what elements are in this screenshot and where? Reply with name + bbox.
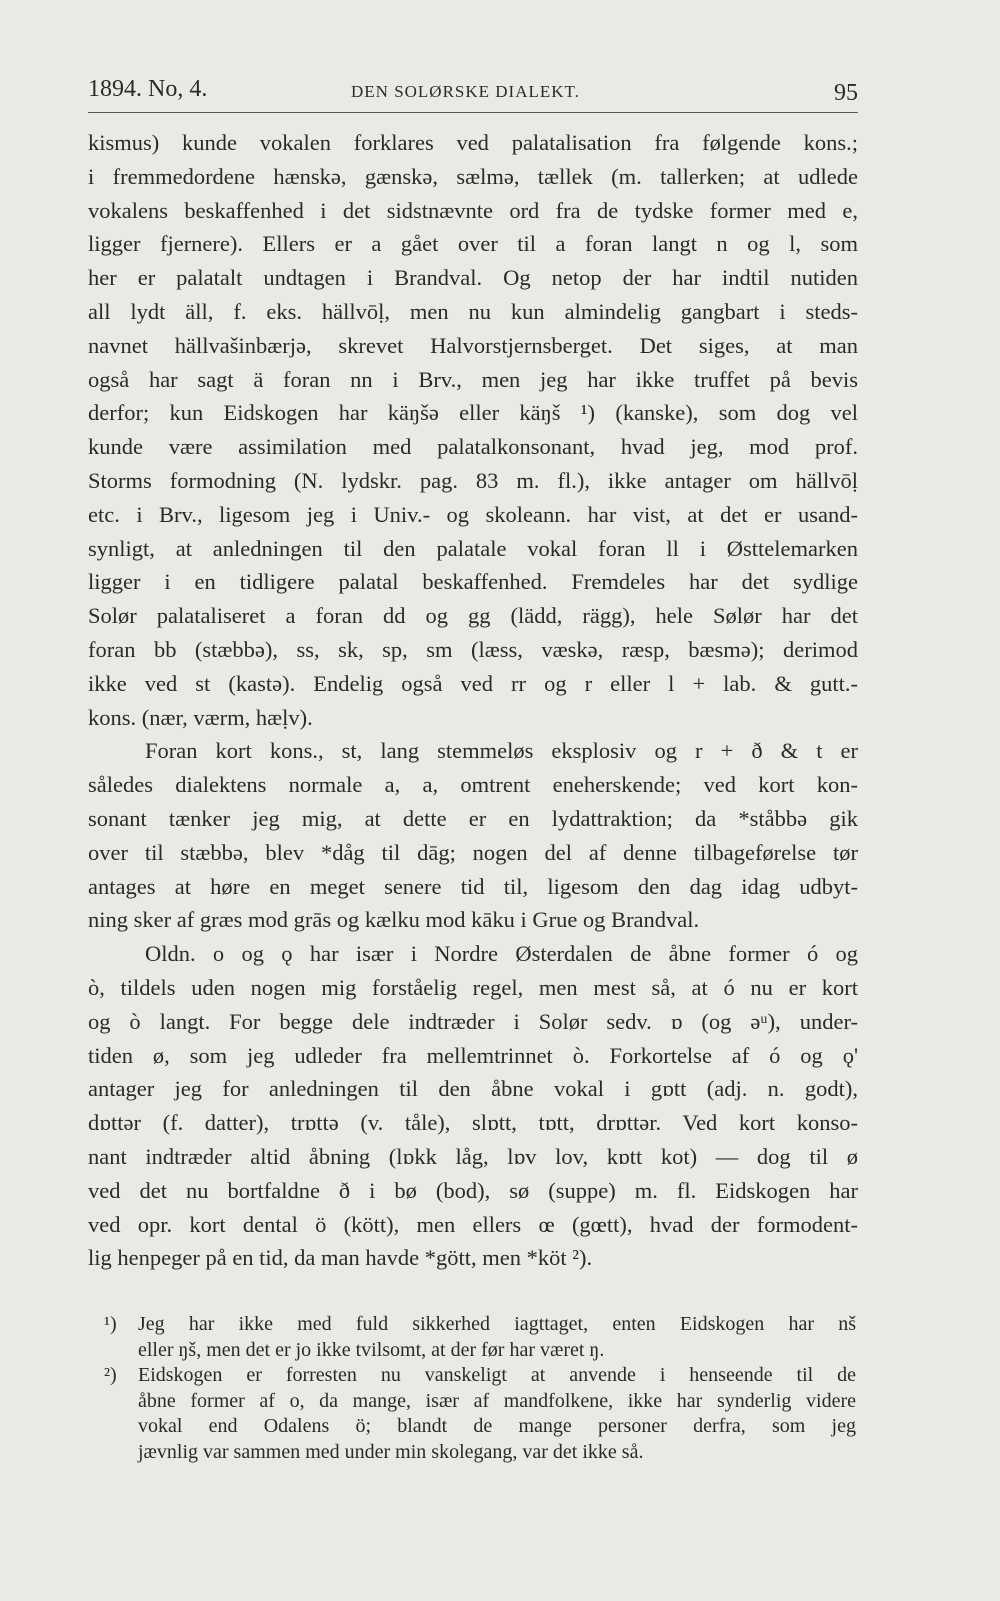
text-line: sonant tænker jeg mig, at dette er en lydattraktion; da *ståbbə gik [88, 805, 858, 831]
text-line: ligger fjernere). Ellers er a gået over til a foran langt n og l, som [88, 231, 858, 257]
footnote-1-line: eller ŋš, men det er jo ikke tvilsomt, at der før har været ŋ. [138, 1338, 605, 1361]
text-line: over til stæbbə, blev *dåg til dāg; nogen del af denne tilbageførelse tør [88, 839, 858, 865]
text-line: Foran kort kons., st, lang stemmeløs eksplosiv og r + ð & t er [145, 738, 858, 764]
text-line: og ò langt. For begge dele indtræder i Solør sedv. ɒ (og əᵘ), under- [88, 1008, 858, 1034]
text-line: Storms formodning (N. lydskr. pag. 83 m. fl.), ikke antager om hällvōḷ [88, 467, 858, 493]
running-title: DEN SOLØRSKE DIALEKT. [351, 82, 580, 101]
text-line: ò, tildels uden nogen mig forståelig regel, men mest så, at ó nu er kort [88, 974, 858, 1000]
text-line: kons. (nær, værm, hæḷv). [88, 704, 313, 730]
running-head [88, 72, 858, 112]
footnotes [104, 1312, 856, 1465]
text-line: her er palatalt undtagen i Brandval. Og netop der har indtil nutiden [88, 265, 858, 291]
footnote-marker: ²) [104, 1364, 117, 1386]
text-line: kunde være assimilation med palatalkonsonant, hvad jeg, mod prof. [88, 434, 858, 460]
text-line: Oldn. o og ǫ har især i Nordre Østerdalen de åbne former ó og [145, 941, 858, 967]
text-line: derfor; kun Eidskogen har käŋšə eller käŋš ¹) (kanske), som dog vel [88, 400, 858, 426]
text-line: ligger i en tidligere palatal beskaffenhed. Fremdeles har det sydlige [88, 569, 858, 595]
text-line: etc. i Brv., ligesom jeg i Univ.- og skoleann. har vist, at det er usand- [88, 501, 858, 527]
text-line: tiden ø, som jeg udleder fra mellemtrinnet ò. Forkortelse af ó og ǫ' [88, 1042, 858, 1068]
footnote-2-line: åbne former af o, da mange, især af mandfolkene, ikke har synderlig videre [138, 1389, 856, 1412]
issue-label: 1894. No, 4. [88, 76, 208, 102]
footnote-2-line [104, 1363, 856, 1389]
footnote-marker: ¹) [104, 1313, 117, 1335]
text-line: antages at høre en meget senere tid til, ligesom den dag idag udbyt- [88, 873, 858, 899]
text-line: nant indtræder altid åbning (lɒkk låg, lɒv lov, kɒtt kot) — dog til ø [88, 1143, 858, 1169]
header-rule [88, 112, 858, 113]
text-line: foran bb (stæbbə), ss, sk, sp, sm (læss, væskə, ræsp, bæsmə); derimod [88, 636, 858, 662]
text-line: ved opr. kort dental ö (kött), men ellers œ (gœtt), hvad der formodent- [88, 1211, 858, 1237]
footnote-2-line: vokal end Odalens ö; blandt de mange personer derfra, som jeg [138, 1415, 856, 1437]
text-line: kismus) kunde vokalen forklares ved palatalisation fra følgende kons.; [88, 130, 858, 155]
text-line: synligt, at anledningen til den palatale vokal foran ll i Østtelemarken [88, 535, 858, 561]
text-line: navnet hällvašinbærjə, skrevet Halvorstjernsberget. Det siges, at man [88, 332, 858, 358]
text-line: vokalens beskaffenhed i det sidstnævnte ord fra de tydske former med e, [88, 197, 858, 223]
footnote-text: Jeg har ikke med fuld sikkerhed iagttaget, enten Eidskogen har nš [138, 1313, 856, 1335]
page-number: 95 [834, 80, 858, 106]
text-line: også har sagt ä foran nn i Brv., men jeg har ikke truffet på bevis [88, 366, 858, 392]
text-line: Solør palataliseret a foran dd og gg (lädd, rägg), hele Sølør har det [88, 603, 858, 629]
text-line: lig henpeger på en tid, da man havde *gött, men *köt ²). [88, 1245, 593, 1271]
text-line: ikke ved st (kastə). Endelig også ved rr og r eller l + lab. & gutt.- [88, 670, 858, 696]
text-line: i fremmedordene hænskə, gænskə, sælmə, tællek (m. tallerken; at udlede [88, 163, 858, 189]
text-line: antager jeg for anledningen til den åbne vokal i gɒtt (adj. n. godt), [88, 1076, 858, 1102]
text-line: all lydt äll, f. eks. hällvōḷ, men nu kun almindelig gangbart i steds- [88, 298, 858, 324]
footnote-1-line [104, 1312, 856, 1338]
footnote-2-line: jævnlig var sammen med under min skolegang, var det ikke så. [138, 1440, 644, 1463]
text-line: ning sker af græs mod grās og kælku mod kāku i Grue og Brandval. [88, 907, 700, 933]
text-line: således dialektens normale a, a, omtrent eneherskende; ved kort kon- [88, 772, 858, 798]
body-text [88, 126, 858, 1275]
footnote-text: Eidskogen er forresten nu vanskeligt at anvende i henseende til de [138, 1364, 856, 1386]
text-line: ved det nu bortfaldne ð i bø (bod), sø (suppe) m. fl. Eidskogen har [88, 1177, 858, 1203]
text-line: dɒttər (f. datter), trɒttə (v. tåle), slɒtt, tɒtt, drɒttər. Ved kort konso- [88, 1110, 858, 1136]
